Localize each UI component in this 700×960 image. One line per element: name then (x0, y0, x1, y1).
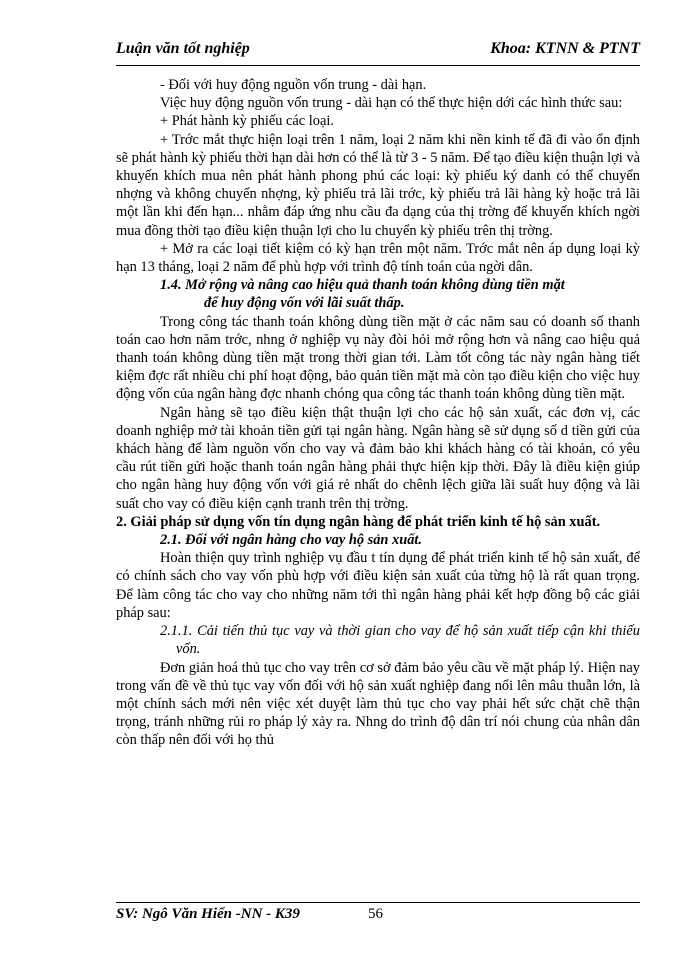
paragraph-deposit-accounts: Ngân hàng sẽ tạo điều kiện thật thuận lợi cho các hộ sản xuất, các đơn vị, các doanh nghiệp mở tài khoản tiền gửi tại ngân hàng. Ngân hàng sẽ sử dụng số d tiền gửi của khách hàng để làm nguồn vốn cho vay và đảm bảo khi khách hàng có tài khoản, có yêu cầu rút tiền gửi hoặc thanh toán ngân hàng phải thực hiện kịp thời. Đây là điều kiện giúp cho ngân hàng huy động vốn với giá rẻ nhất do chênh lệch giữa lãi suất huy động và lãi suất cho vay có điều kiện cạnh tranh trên thị trờng. (116, 404, 640, 512)
footer-rule (116, 902, 640, 903)
header-rule (116, 65, 640, 66)
heading-1-4-line1: 1.4. Mở rộng và nâng cao hiệu quả thanh toán không dùng tiền mặt (160, 277, 565, 294)
paragraph-bill-terms: + Trớc mắt thực hiện loại trên 1 năm, loại 2 năm khi nền kinh tế đã đi vào ổn định sẽ phát hành kỳ phiếu thời hạn dài hơn có thể là từ 3 - 5 năm. Để tạo điều kiện thuận lợi và khuyến khích mua nên phát hành phong phú các loại: kỳ phiếu ký danh có thể chuyển nhợng và không chuyển nhợng, kỳ phiếu trả lãi trớc, kỳ phiếu trả lãi hàng kỳ hoặc trả lãi một lần khi đến hạn... nhằm đáp ứng nhu cầu đa dạng của thị trờng để khuyến khích ngời mua đồng thời tạo điều kiện thuận lợi cho lu chuyển kỳ phiếu trên thị trờng. (116, 131, 640, 239)
heading-2: 2. Giải pháp sử dụng vốn tín dụng ngân hàng để phát triển kinh tế hộ sản xuất. (116, 513, 601, 530)
heading-2-1: 2.1. Đối với ngân hàng cho vay hộ sản xuất. (160, 532, 422, 549)
paragraph-funding-forms: Việc huy động nguồn vốn trung - dài hạn có thể thực hiện dới các hình thức sau: (160, 95, 623, 112)
page-footer (116, 906, 640, 930)
header-thesis-title: Luận văn tốt nghiệp (116, 40, 250, 57)
footer-author: SV: Ngô Văn Hiển -NN - K39 (116, 906, 300, 922)
paragraph-issue-bills: + Phát hành kỳ phiếu các loại. (160, 113, 334, 130)
paragraph-long-term-funding: - Đối với huy động nguồn vốn trung - dài hạn. (160, 77, 427, 93)
paragraph-lending-process: Hoàn thiện quy trình nghiệp vụ đầu t tín dụng để phát triển kinh tế hộ sản xuất, để có chính sách cho vay vốn phù hợp với điều kiện sản xuất của từng hộ là rất quan trọng. Để làm công tác cho vay cho những năm tới thì ngân hàng phải kết hợp đồng bộ các giải pháp sau: (116, 550, 640, 621)
heading-2-1-1: 2.1.1. Cải tiến thủ tục vay và thời gian cho vay để hộ sản xuất tiếp cận khi thiếu vốn. (160, 623, 640, 658)
page-header (116, 40, 640, 64)
header-faculty: Khoa: KTNN & PTNT (490, 40, 640, 57)
page-number: 56 (368, 906, 383, 922)
paragraph-cashless-payments: Trong công tác thanh toán không dùng tiền mặt ở các năm sau có doanh số thanh toán cao hơn năm trớc, nhng ở nghiệp vụ này đòi hỏi mở rộng hơn và nâng cao hiệu quả thanh toán không dùng tiền mặt trong thời gian tới. Làm tốt công tác này ngân hàng tiết kiệm đợc rất nhiều chi phí hoạt động, bảo quản tiền mặt mà còn tạo điều kiện cho việc huy động vốn của ngân hàng đợc nhanh chóng qua công tác thanh toán không dùng tiền mặt. (116, 313, 640, 403)
heading-1-4-line2: để huy động vốn với lãi suất thấp. (204, 295, 405, 312)
paragraph-simplify-procedures: Đơn giản hoá thủ tục cho vay trên cơ sở đảm bảo yêu cầu về mặt pháp lý. Hiện nay trong vấn đề về thủ tục vay vốn đối với hộ sản xuất nghiệp đang nổi lên mâu thuẫn lớn, là một chính sách mới nên việc xét duyệt làm thủ tục cho vay phải hết sức chặt chẽ thận trọng, tránh những rủi ro pháp lý xảy ra. Nhng do trình độ dân trí nói chung của nhân dân còn thấp nên đối với họ thủ (116, 659, 640, 749)
heading-1-4 (116, 276, 640, 312)
document-body (116, 76, 640, 750)
paragraph-savings-terms: + Mở ra các loại tiết kiệm có kỳ hạn trên một năm. Trớc mắt nên áp dụng loại kỳ hạn 13 tháng, loại 2 năm để phù hợp với trình độ tính toán của ngời dân. (116, 240, 640, 276)
